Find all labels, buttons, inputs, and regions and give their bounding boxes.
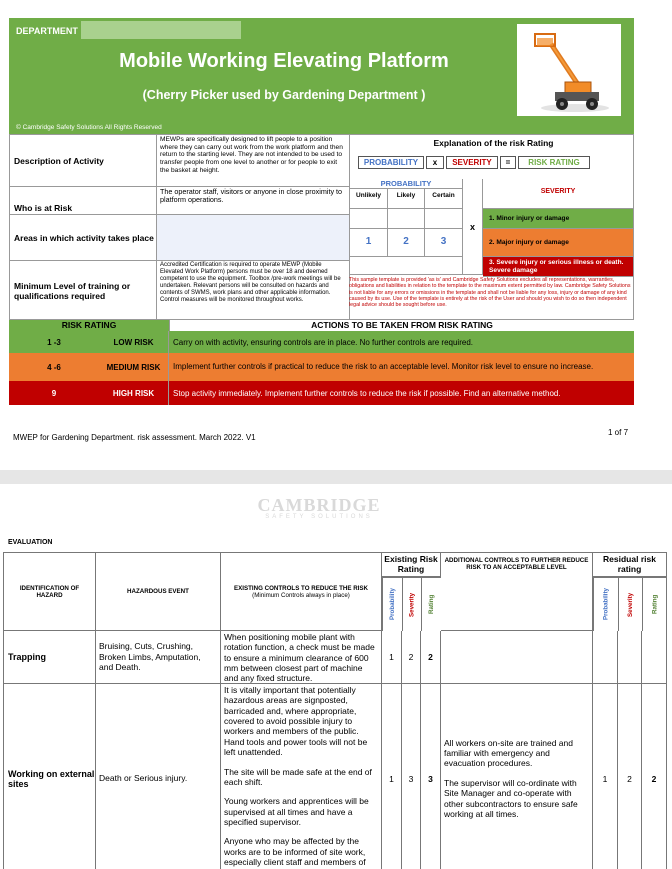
who-at-risk-text: The operator staff, visitors or anyone in close proximity to platform operations. — [157, 187, 350, 215]
risk-row-high — [9, 381, 634, 405]
controls-para-4: Anyone who may be affected by the works are to be informed of site work, especially client staff and members of — [224, 836, 366, 868]
header-identification: IDENTIFICATION OF HAZARD — [4, 553, 96, 631]
risk-level-high: HIGH RISK — [99, 381, 169, 405]
evaluation-heading: EVALUATION — [8, 539, 53, 546]
page-gap — [0, 470, 672, 484]
additional-external-sites — [441, 684, 593, 869]
header-additional: ADDITIONAL CONTROLS TO FURTHER REDUCE RISK TO AN ACCEPTABLE LEVEL — [441, 553, 593, 631]
res-severity-trapping — [618, 631, 642, 684]
severity-major: 2. Major injury or damage — [483, 229, 634, 257]
training-text: Accredited Certification is required to operate MEWP (Mobile Elevated Work Platform) persons must be over 18 and deemed competent to use the equipment. Toolbox /pre-work meetings will be undertaken. Relevant persons will be consulted on hazards and contents of SWMS, work plans and other applicable information. Control measures will be monitored throughout works. — [157, 261, 350, 321]
formula-risk-rating: RISK RATING — [518, 156, 590, 169]
who-at-risk-label: Who is at Risk — [10, 187, 157, 215]
header-res-severity: Severity — [618, 577, 642, 631]
hazard-trapping: Trapping — [4, 631, 96, 684]
prob-num-2: 2 — [388, 229, 425, 257]
controls-external-sites — [221, 684, 382, 869]
ex-probability-trapping: 1 — [382, 631, 402, 684]
cherry-picker-photo — [517, 24, 621, 116]
formula-times: x — [426, 156, 444, 169]
controls-para-1: It is vitally important that potentially hazardous areas are signposted, barricaded and, where appropriate, covered to avoid possible injury to workers and members of the public. Hand tools and power tools will not be left unattended. — [224, 685, 368, 758]
controls-para-2: The site will be made safe at the end of each shift. — [224, 766, 372, 787]
formula-equals: = — [500, 156, 516, 169]
cambridge-logo — [244, 495, 394, 525]
risk-level-medium: MEDIUM RISK — [99, 353, 169, 381]
header-existing-rating: Existing Risk Rating — [382, 553, 441, 577]
disclaimer-text: This sample template is provided 'as is' and Cambridge Safety Solutions excludes all representations, warranties, obligations and liabilities in relation to the template to the maximum extent permitted by law. Cambridge Safety Solutions is not liable for any errors or omissions in the template and shall not be liable for any loss, injury or damage of any kind caused by its use. Use of the template is entirely at the risk of the User and should you wish to do so then independent legal advice should be sought before use. — [349, 277, 631, 308]
col-certain: Certain — [425, 189, 463, 209]
res-probability-external: 1 — [593, 684, 618, 869]
page-title: Mobile Working Elevating Platform — [119, 50, 449, 72]
ex-severity-external: 3 — [402, 684, 421, 869]
evaluation-table — [3, 552, 667, 869]
additional-para-2: The supervisor will co-ordinate with Site Manager and co-operate with other subcontractors to ensure safe working at all times. — [444, 777, 578, 819]
hazard-external-sites: Working on external sites — [4, 684, 96, 869]
title-banner — [9, 18, 634, 134]
risk-row-low — [9, 331, 634, 353]
actions-head: ACTIONS TO BE TAKEN FROM RISK RATING — [169, 320, 634, 331]
controls-trapping: When positioning mobile plant with rotation function, a check must be made to ensure a minimum clearance of 600 mm between closest part of machine and any fixed structure. — [221, 631, 382, 684]
footer-document-name: MWEP for Gardening Department. risk assessment. March 2022. V1 — [13, 433, 256, 442]
risk-action-high: Stop activity immediately. Implement further controls to reduce the risk if possible. Find an alternative method. — [173, 388, 561, 398]
page-two — [0, 484, 672, 869]
department-label: DEPARTMENT — [16, 26, 78, 36]
copyright-text: © Cambridge Safety Solutions All Rights Reserved — [16, 124, 162, 131]
prob-blank-1 — [350, 209, 388, 229]
severity-severe: 3. Severe injury or serious illness or death. Severe damage — [483, 257, 634, 277]
prob-blank-row — [350, 257, 463, 275]
header-ex-probability: Probability — [382, 577, 402, 631]
res-rating-trapping — [642, 631, 667, 684]
risk-range-low: 1 -3 — [47, 337, 61, 347]
areas-label: Areas in which activity takes place — [10, 215, 157, 261]
ex-probability-external: 1 — [382, 684, 402, 869]
logo-tagline: SAFETY SOLUTIONS — [265, 514, 373, 520]
risk-rating-head: RISK RATING — [9, 320, 169, 331]
header-existing — [221, 553, 382, 631]
ex-severity-trapping: 2 — [402, 631, 421, 684]
header-residual: Residual risk rating — [593, 553, 667, 577]
event-external-sites: Death or Serious injury. — [96, 684, 221, 869]
risk-row-medium — [9, 353, 634, 381]
department-field[interactable] — [81, 21, 241, 39]
explanation-title: Explanation of the risk Rating — [433, 138, 554, 148]
severity-heading: SEVERITY — [483, 179, 634, 209]
res-severity-external: 2 — [618, 684, 642, 869]
event-trapping: Bruising, Cuts, Crushing, Broken Limbs, Amputation, and Death. — [96, 631, 221, 684]
page-subtitle: (Cherry Picker used by Gardening Department ) — [142, 88, 426, 102]
ex-rating-external: 3 — [421, 684, 441, 869]
prob-blank-2 — [388, 209, 425, 229]
training-label: Minimum Level of training or qualifications required — [10, 261, 157, 321]
probability-heading: PROBABILITY — [350, 179, 463, 189]
formula-severity: SEVERITY — [446, 156, 498, 169]
col-likely: Likely — [388, 189, 425, 209]
risk-range-medium: 4 -6 — [47, 362, 61, 372]
additional-trapping — [441, 631, 593, 684]
header-res-rating: Rating — [642, 577, 667, 631]
res-probability-trapping — [593, 631, 618, 684]
additional-para-1: All workers on-site are trained and familiar with emergency and evacuation procedures. — [444, 737, 573, 769]
logo-wordmark: CAMBRIDGE — [257, 495, 381, 515]
description-value: MEWPs are specifically designed to lift people to a position where they can carry out work from the work platform and then return to the starting level. They are not intended to be used to transfer people from one level to another or for people to exit the basket at height. — [160, 136, 343, 174]
header-event: HAZARDOUS EVENT — [96, 553, 221, 631]
risk-range-high: 9 — [51, 388, 57, 398]
prob-blank-3 — [425, 209, 463, 229]
header-existing-title: EXISTING CONTROLS TO REDUCE THE RISK — [234, 584, 368, 592]
footer-page-number: 1 of 7 — [608, 428, 629, 437]
header-ex-severity: Severity — [402, 577, 421, 631]
areas-field[interactable] — [157, 215, 350, 261]
formula-probability: PROBABILITY — [358, 156, 424, 169]
header-ex-rating: Rating — [421, 577, 441, 631]
prob-num-3: 3 — [425, 229, 463, 257]
header-existing-sub: (Minimum Controls always in place) — [252, 591, 350, 599]
controls-para-3: Young workers and apprentices will be supervised at all times and have a specified supervisor. — [224, 796, 369, 827]
risk-action-low: Carry on with activity, ensuring controls are in place. No further controls are required. — [173, 337, 473, 347]
times-symbol: x — [463, 179, 483, 275]
risk-action-medium: Implement further controls if practical to reduce the risk to an acceptable level. Monitor risk level to ensure no increase. — [173, 362, 594, 371]
severity-minor: 1. Minor injury or damage — [483, 209, 634, 229]
header-res-probability: Probability — [593, 577, 618, 631]
col-unlikely: Unlikely — [350, 189, 388, 209]
ex-rating-trapping: 2 — [421, 631, 441, 684]
res-rating-external: 2 — [642, 684, 667, 869]
description-label: Description of Activity — [10, 135, 157, 187]
description-text — [157, 135, 350, 187]
risk-level-low: LOW RISK — [99, 331, 169, 353]
prob-num-1: 1 — [350, 229, 388, 257]
